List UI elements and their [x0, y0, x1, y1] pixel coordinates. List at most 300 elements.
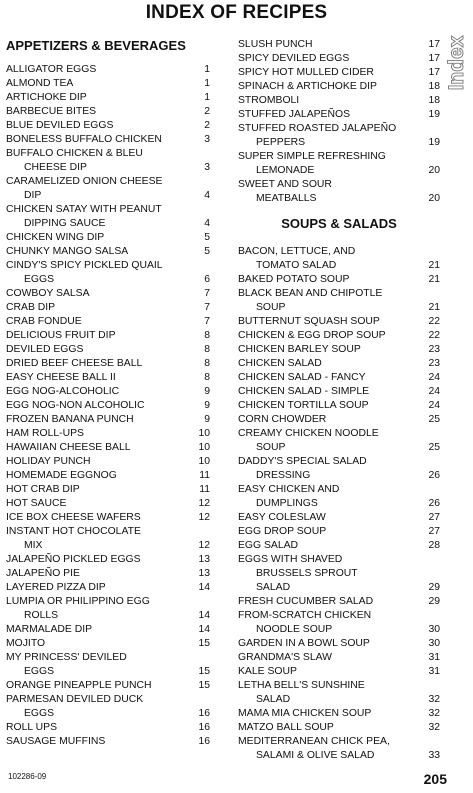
recipe-name [238, 150, 418, 178]
recipe-entry [238, 707, 440, 721]
recipe-name [6, 147, 186, 175]
recipe-entry [6, 441, 216, 455]
recipe-entry [238, 273, 440, 287]
recipe-page-number: 14 [198, 582, 210, 593]
recipe-name-line: LEMONADE [256, 165, 315, 176]
recipe-entry [238, 427, 440, 455]
recipe-name [238, 38, 418, 52]
recipe-name-line: MY PRINCESS' DEVILED [6, 652, 127, 663]
recipe-name-line: JALAPEÑO PICKLED EGGS [6, 554, 141, 565]
recipe-name [6, 245, 186, 259]
recipe-entry [238, 287, 440, 315]
recipe-name [238, 329, 418, 343]
recipe-name-line: MEDITERRANEAN CHICK PEA, [238, 736, 390, 747]
recipe-entry [6, 637, 216, 651]
recipe-name-line: CINDY'S SPICY PICKLED QUAIL [6, 260, 163, 271]
recipe-entry [238, 343, 440, 357]
recipe-page-number: 25 [428, 442, 440, 453]
recipe-name-line: HAWAIIAN CHEESE BALL [6, 442, 131, 453]
recipe-name-line: STROMBOLI [238, 95, 300, 106]
recipe-name [6, 651, 186, 679]
recipe-name [6, 315, 186, 329]
recipe-name [6, 175, 186, 203]
recipe-page-number: 7 [204, 288, 210, 299]
recipe-name [238, 553, 418, 595]
recipe-name [238, 343, 418, 357]
recipe-page-number: 24 [428, 372, 440, 383]
recipe-name [238, 52, 418, 66]
recipe-page-number: 20 [428, 193, 440, 204]
recipe-name [238, 245, 418, 273]
recipe-entry [6, 315, 216, 329]
recipe-name-line: EGGS [24, 708, 55, 719]
recipe-name [6, 203, 186, 231]
recipe-entry [6, 721, 216, 735]
recipe-name-line: HOMEMADE EGGNOG [6, 470, 117, 481]
recipe-page-number: 3 [204, 162, 210, 173]
recipe-name-line: ALMOND TEA [6, 78, 74, 89]
recipe-entry [6, 581, 216, 595]
recipe-name-line: HAM ROLL-UPS [6, 428, 84, 439]
recipe-page-number: 24 [428, 400, 440, 411]
recipe-name-line: DADDY'S SPECIAL SALAD [238, 456, 367, 467]
recipe-name-line: INSTANT HOT CHOCOLATE [6, 526, 141, 537]
recipe-page-number: 18 [428, 81, 440, 92]
recipe-name [6, 455, 186, 469]
recipe-entry [6, 735, 216, 749]
recipe-name-line: SUPER SIMPLE REFRESHING [238, 151, 386, 162]
recipe-entry [238, 413, 440, 427]
recipe-name [6, 469, 186, 483]
recipe-name-line: SAUSAGE MUFFINS [6, 736, 106, 747]
recipe-name-line: BUFFALO CHICKEN & BLEU [6, 148, 143, 159]
recipe-name-line: HOT CRAB DIP [6, 484, 80, 495]
recipe-entry [6, 105, 216, 119]
recipe-page-number: 31 [428, 652, 440, 663]
recipe-name-line: MAMA MIA CHICKEN SOUP [238, 708, 372, 719]
recipe-name-line: MIX [24, 540, 43, 551]
recipe-entry [238, 525, 440, 539]
recipe-name-line: EGG DROP SOUP [238, 526, 327, 537]
recipe-name-line: DIPPING SAUCE [24, 218, 106, 229]
recipe-name-line: ROLLS [24, 610, 59, 621]
recipe-page-number: 20 [428, 165, 440, 176]
recipe-page-number: 23 [428, 344, 440, 355]
recipe-page-number: 8 [204, 330, 210, 341]
recipe-name-line: GARDEN IN A BOWL SOUP [238, 638, 370, 649]
recipe-name [6, 441, 186, 455]
recipe-name-line: CHICKEN TORTILLA SOUP [238, 400, 369, 411]
recipe-page-number: 19 [428, 137, 440, 148]
recipe-page-number: 17 [428, 53, 440, 64]
recipe-name [238, 178, 418, 206]
recipe-name-line: BUTTERNUT SQUASH SOUP [238, 316, 380, 327]
recipe-entry [6, 455, 216, 469]
recipe-name-line: PEPPERS [256, 137, 306, 148]
recipe-entry [238, 483, 440, 511]
recipe-page-number: 6 [204, 274, 210, 285]
recipe-name-line: CHICKEN BARLEY SOUP [238, 344, 361, 355]
recipe-page-number: 4 [204, 218, 210, 229]
recipe-entry [6, 511, 216, 525]
recipe-name [6, 721, 186, 735]
recipe-entry [238, 315, 440, 329]
recipe-entry [6, 693, 216, 721]
recipe-entry [238, 595, 440, 609]
recipe-entry [6, 203, 216, 231]
recipe-name [6, 567, 186, 581]
recipe-page-number: 19 [428, 109, 440, 120]
recipe-entry [238, 455, 440, 483]
recipe-name-line: SPINACH & ARTICHOKE DIP [238, 81, 377, 92]
side-tab-label: Index [445, 35, 468, 91]
recipe-page-number: 2 [204, 106, 210, 117]
recipe-entry [238, 511, 440, 525]
recipe-entry [6, 63, 216, 77]
recipe-name-line: NOODLE SOUP [256, 624, 333, 635]
recipe-entry [6, 553, 216, 567]
recipe-name-line: DRESSING [256, 470, 311, 481]
recipe-name [238, 721, 418, 735]
recipe-entry [238, 150, 440, 178]
recipe-name-line: EGGS [24, 274, 55, 285]
recipe-page-number: 11 [199, 470, 210, 481]
recipe-name [6, 413, 186, 427]
recipe-page-number: 1 [204, 92, 210, 103]
recipe-page-number: 32 [428, 694, 440, 705]
recipe-name-line: FROZEN BANANA PUNCH [6, 414, 134, 425]
recipe-name-line: JALAPEÑO PIE [6, 568, 80, 579]
recipe-entry [6, 385, 216, 399]
recipe-name [6, 343, 186, 357]
recipe-name-line: SALAD [256, 582, 291, 593]
recipe-entry [238, 80, 440, 94]
recipe-name-line: SPICY DEVILED EGGS [238, 53, 350, 64]
recipe-name-line: STUFFED ROASTED JALAPEÑO [238, 123, 397, 134]
recipe-entry [238, 553, 440, 595]
recipe-name [6, 385, 186, 399]
page-title: INDEX OF RECIPES [145, 2, 328, 23]
recipe-name [6, 623, 186, 637]
recipe-page-number: 26 [428, 498, 440, 509]
recipe-page-number: 8 [204, 372, 210, 383]
recipe-name [6, 679, 186, 693]
recipe-entry [238, 651, 440, 665]
recipe-entry [238, 735, 440, 763]
recipe-page-number: 16 [198, 736, 210, 747]
recipe-name [6, 91, 186, 105]
recipe-page-number: 15 [198, 680, 210, 691]
recipe-entry [238, 122, 440, 150]
recipe-name [238, 707, 418, 721]
recipe-name-line: COWBOY SALSA [6, 288, 90, 299]
recipe-name-line: FROM-SCRATCH CHICKEN [238, 610, 372, 621]
recipe-name-line: DUMPLINGS [256, 498, 318, 509]
recipe-page-number: 21 [428, 274, 440, 285]
recipe-name [238, 108, 418, 122]
recipe-name [6, 497, 186, 511]
recipe-page-number: 15 [198, 666, 210, 677]
recipe-page-number: 11 [199, 484, 210, 495]
recipe-page-number: 33 [428, 750, 440, 761]
recipe-name [6, 329, 186, 343]
recipe-name [238, 94, 418, 108]
recipe-name-line: ARTICHOKE DIP [6, 92, 87, 103]
recipe-name-line: PARMESAN DEVILED DUCK [6, 694, 144, 705]
recipe-name [238, 122, 418, 150]
recipe-name-line: CARAMELIZED ONION CHEESE [6, 176, 163, 187]
recipe-page-number: 4 [204, 190, 210, 201]
recipe-name [238, 637, 418, 651]
recipe-name-line: CORN CHOWDER [238, 414, 327, 425]
recipe-entry [238, 721, 440, 735]
recipe-entry [238, 245, 440, 273]
recipe-name-line: CHICKEN SALAD - FANCY [238, 372, 366, 383]
recipe-entry [6, 259, 216, 287]
recipe-page-number: 9 [204, 400, 210, 411]
recipe-name-line: MOJITO [6, 638, 46, 649]
recipe-name [238, 609, 418, 637]
recipe-name-line: KALE SOUP [238, 666, 297, 677]
recipe-entry [238, 385, 440, 399]
recipe-name [6, 287, 186, 301]
recipe-name-line: CRAB DIP [6, 302, 56, 313]
recipe-name-line: BARBECUE BITES [6, 106, 97, 117]
recipe-entry [238, 679, 440, 707]
recipe-page-number: 8 [204, 344, 210, 355]
recipe-name-line: CHEESE DIP [24, 162, 87, 173]
recipe-name-line: HOT SAUCE [6, 498, 67, 509]
recipe-name [238, 413, 418, 427]
recipe-entry [6, 245, 216, 259]
recipe-page-number: 17 [428, 39, 440, 50]
recipe-entry [238, 371, 440, 385]
recipe-name-line: SWEET AND SOUR [238, 179, 332, 190]
recipe-name [238, 427, 418, 455]
recipe-name [238, 665, 418, 679]
recipe-name [6, 483, 186, 497]
recipe-name-line: FRESH CUCUMBER SALAD [238, 596, 374, 607]
recipe-entry [6, 483, 216, 497]
recipe-page-number: 25 [428, 414, 440, 425]
recipe-name [6, 301, 186, 315]
recipe-page-number: 16 [198, 708, 210, 719]
recipe-entry [238, 329, 440, 343]
recipe-page-number: 31 [428, 666, 440, 677]
recipe-page-number: 16 [198, 722, 210, 733]
left-column [6, 38, 216, 749]
recipe-entry [6, 133, 216, 147]
recipe-name-line: ROLL UPS [6, 722, 58, 733]
recipe-entry [6, 469, 216, 483]
recipe-name-line: MATZO BALL SOUP [238, 722, 334, 733]
recipe-page-number: 29 [428, 582, 440, 593]
recipe-name-line: SOUP [256, 442, 286, 453]
recipe-name-line: DIP [24, 190, 42, 201]
recipe-entry [238, 539, 440, 553]
recipe-page-number: 27 [428, 526, 440, 537]
recipe-name-line: LETHA BELL'S SUNSHINE [238, 680, 365, 691]
section-heading-appetizers: APPETIZERS & BEVERAGES [6, 38, 186, 53]
recipe-name-line: MARMALADE DIP [6, 624, 93, 635]
recipe-page-number: 10 [198, 428, 210, 439]
recipe-page-number: 2 [204, 120, 210, 131]
recipe-name-line: HOLIDAY PUNCH [6, 456, 91, 467]
recipe-name-line: LUMPIA OR PHILIPPINO EGG [6, 596, 150, 607]
recipe-name [6, 595, 186, 623]
recipe-name [238, 315, 418, 329]
recipe-name [6, 637, 186, 651]
recipe-entry [6, 371, 216, 385]
recipe-page-number: 5 [204, 246, 210, 257]
recipe-name [238, 357, 418, 371]
recipe-name-line: SALAD [256, 694, 291, 705]
recipe-page-number: 21 [428, 302, 440, 313]
recipe-page-number: 12 [198, 512, 210, 523]
recipe-name-line: DEVILED EGGS [6, 344, 84, 355]
recipe-name [6, 371, 186, 385]
recipe-entry [6, 287, 216, 301]
recipe-name-line: TOMATO SALAD [256, 260, 337, 271]
footer-code: 102286-09 [8, 772, 47, 781]
recipe-name [238, 595, 418, 609]
recipe-name-line: EGG NOG-NON ALCOHOLIC [6, 400, 145, 411]
recipe-entry [238, 38, 440, 52]
recipe-name-line: DRIED BEEF CHEESE BALL [6, 358, 143, 369]
recipe-name-line: BLACK BEAN AND CHIPOTLE [238, 288, 383, 299]
recipe-page-number: 5 [204, 232, 210, 243]
recipe-name-line: SALAMI & OLIVE SALAD [256, 750, 375, 761]
recipe-page-number: 23 [428, 358, 440, 369]
recipe-name [6, 525, 186, 553]
recipe-name-line: CRAB FONDUE [6, 316, 82, 327]
recipe-page-number: 24 [428, 386, 440, 397]
recipe-name-line: BLUE DEVILED EGGS [6, 120, 114, 131]
recipe-name [238, 287, 418, 315]
recipe-name-line: SPICY HOT MULLED CIDER [238, 67, 374, 78]
recipe-name-line: EGG SALAD [238, 540, 299, 551]
recipe-name-line: CHICKEN WING DIP [6, 232, 105, 243]
recipe-name-line: CHICKEN & EGG DROP SOUP [238, 330, 386, 341]
recipe-entry [6, 231, 216, 245]
recipe-entry [238, 637, 440, 651]
recipe-entry [238, 94, 440, 108]
recipe-name-line: CREAMY CHICKEN NOODLE [238, 428, 379, 439]
recipe-entry [238, 357, 440, 371]
recipe-page-number: 18 [428, 95, 440, 106]
recipe-name [6, 105, 186, 119]
recipe-entry [6, 301, 216, 315]
recipe-page-number: 26 [428, 470, 440, 481]
recipe-entry [6, 329, 216, 343]
recipe-name [238, 539, 418, 553]
recipe-page-number: 12 [198, 498, 210, 509]
recipe-name-line: ICE BOX CHEESE WAFERS [6, 512, 141, 523]
recipe-name [238, 735, 418, 763]
recipe-name [238, 80, 418, 94]
recipe-name [238, 399, 418, 413]
recipe-entry [6, 623, 216, 637]
recipe-page-number: 21 [428, 260, 440, 271]
recipe-name [6, 231, 186, 245]
recipe-name [238, 66, 418, 80]
recipe-page-number: 14 [198, 610, 210, 621]
recipe-entry [6, 427, 216, 441]
recipe-entry [6, 343, 216, 357]
recipe-page-number: 17 [428, 67, 440, 78]
recipe-page-number: 1 [204, 64, 210, 75]
recipe-page-number: 8 [204, 358, 210, 369]
recipe-page-number: 10 [198, 456, 210, 467]
recipe-name-line: EGGS [24, 666, 55, 677]
recipe-entry [238, 66, 440, 80]
recipe-page-number: 1 [204, 78, 210, 89]
recipe-entry [238, 609, 440, 637]
recipe-page-number: 22 [428, 330, 440, 341]
recipe-name-line: ORANGE PINEAPPLE PUNCH [6, 680, 152, 691]
recipe-entry [238, 178, 440, 206]
recipe-name [6, 693, 186, 721]
recipe-name [6, 259, 186, 287]
appetizers-continued-list [238, 38, 440, 206]
recipe-name-line: GRANDMA'S SLAW [238, 652, 332, 663]
recipe-name-line: LAYERED PIZZA DIP [6, 582, 106, 593]
recipe-name [238, 679, 418, 707]
recipe-name [238, 511, 418, 525]
recipe-entry [238, 399, 440, 413]
recipe-name [6, 119, 186, 133]
recipe-name-line: SLUSH PUNCH [238, 39, 313, 50]
recipe-page-number: 15 [198, 638, 210, 649]
section-heading-soups: SOUPS & SALADS [281, 216, 397, 231]
recipe-entry [6, 147, 216, 175]
recipe-name-line: CHUNKY MANGO SALSA [6, 246, 129, 257]
recipe-entry [6, 497, 216, 511]
recipe-entry [238, 665, 440, 679]
recipe-name [238, 385, 418, 399]
recipe-name [238, 525, 418, 539]
recipe-name [6, 357, 186, 371]
index-side-tab [446, 30, 468, 96]
recipe-page-number: 13 [198, 568, 210, 579]
recipe-page-number: 12 [198, 540, 210, 551]
recipe-page-number: 32 [428, 722, 440, 733]
page-number: 205 [423, 771, 447, 787]
recipe-entry [6, 567, 216, 581]
recipe-name [6, 427, 186, 441]
recipe-page-number: 7 [204, 302, 210, 313]
recipe-name-line: CHICKEN SALAD [238, 358, 322, 369]
recipe-name [6, 77, 186, 91]
recipe-name-line: ALLIGATOR EGGS [6, 64, 97, 75]
recipe-name-line: CHICKEN SATAY WITH PEANUT [6, 204, 162, 215]
recipe-name-line: EGGS WITH SHAVED [238, 554, 343, 565]
recipe-name-line: BRUSSELS SPROUT [256, 568, 358, 579]
recipe-name-line: BONELESS BUFFALO CHICKEN [6, 134, 162, 145]
recipe-page-number: 28 [428, 540, 440, 551]
recipe-entry [6, 91, 216, 105]
recipe-name [6, 735, 186, 749]
recipe-page-number: 29 [428, 596, 440, 607]
recipe-page-number: 30 [428, 638, 440, 649]
recipe-name [6, 63, 186, 77]
recipe-name-line: EASY CHICKEN AND [238, 484, 340, 495]
recipe-entry [6, 357, 216, 371]
recipe-name-line: BACON, LETTUCE, AND [238, 246, 356, 257]
recipe-entry [6, 119, 216, 133]
recipe-page-number: 13 [198, 554, 210, 565]
recipe-page-number: 9 [204, 386, 210, 397]
